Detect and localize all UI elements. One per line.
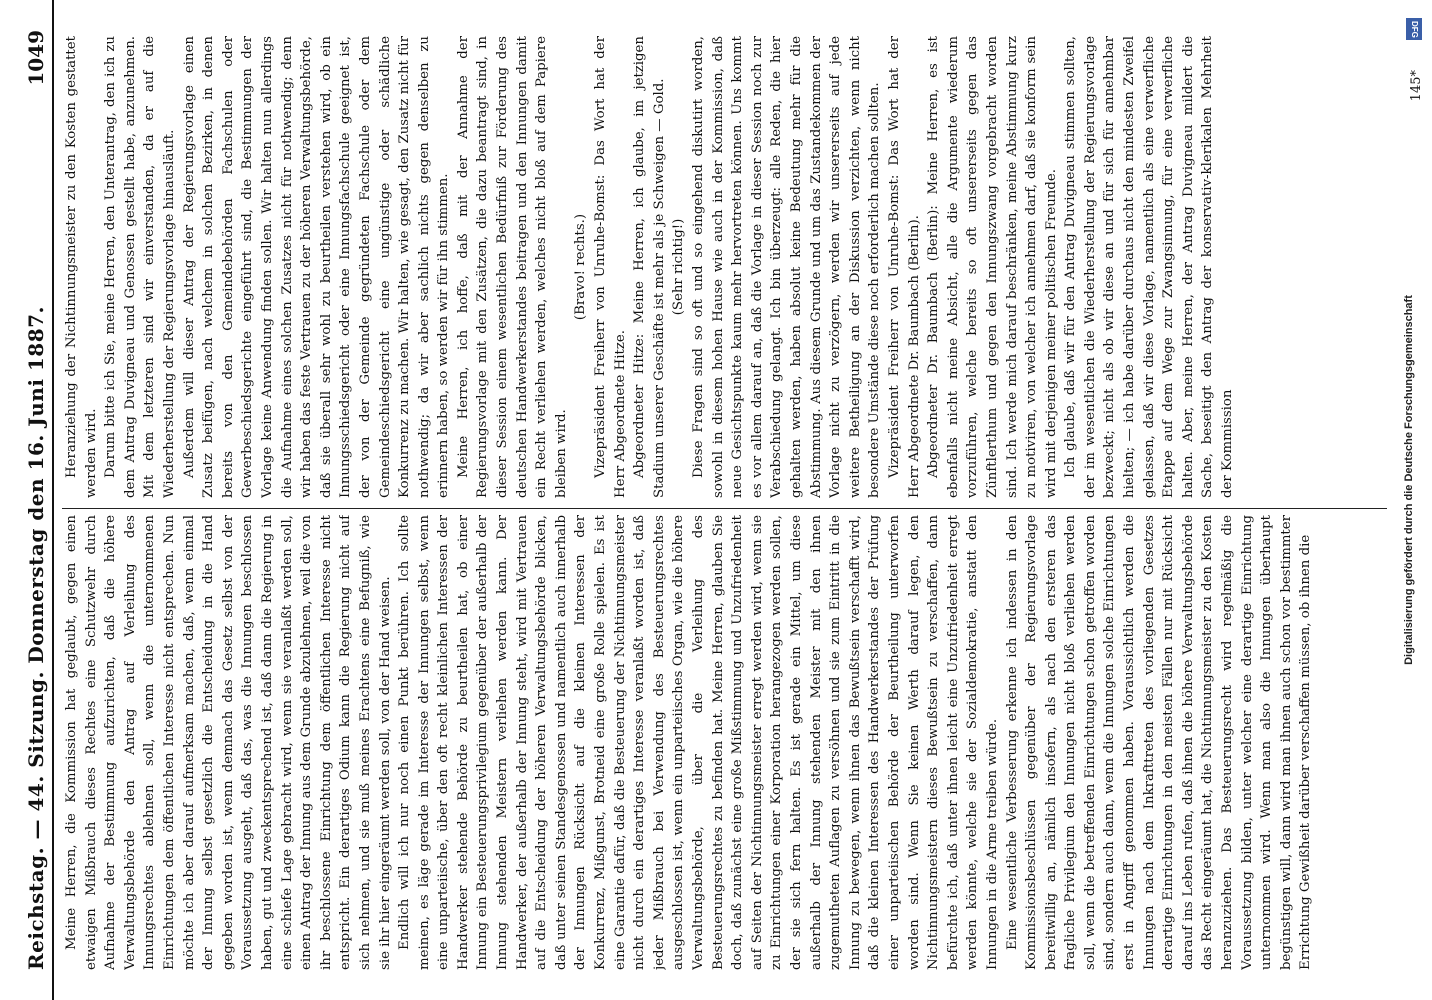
right-paragraph: Meine Herren, ich hoffe, daß mit der Annahme der Regierungsvorlage mit den Zusätzen, die dazu beantragt sind, in dieser Session einem wesentlichen Bedürfniß zur Förderung des deutschen Handwerkerstandes beitragen und den Innungen damit ein Recht verliehen werden, welches nicht bloß auf dem Papiere bleiben wird. [455, 36, 569, 498]
interjection: (Bravo! rechts.) [573, 213, 589, 321]
folio-mark: 145* [1409, 70, 1424, 102]
right-paragraph: Vizepräsident Freiherr von Unruhe-Bomst: Das Wort hat der Herr Abgeordnete Hitze. [593, 36, 628, 498]
right-paragraph: Darum bitte ich Sie, meine Herren, den Unterantrag, den ich zu dem Antrag Duvigneau und Genossen gestellt habe, anzunehmen. Mit dem letzteren sind wir einverstanden, da er auf die Wiederherstellung der Regierungsvorlage hinausläuft. [103, 36, 177, 498]
dfg-logo-icon: DFG [1406, 18, 1422, 40]
right-paragraph: Vizepräsident Freiherr von Unruhe-Bomst: Das Wort hat der Herr Abgeordnete Dr. Baumbach (Berlin). [886, 36, 922, 498]
dfg-credit: Digitalisierung gefördert durch die Deutsche Forschungsgemeinschaft [1403, 295, 1415, 665]
page-number: 1049 [24, 30, 48, 86]
left-paragraph: Endlich will ich nur noch einen Punkt berühren. Ich sollte meinen, es läge gerade im Interesse der Innungen selbst, wenn eine unparteiische, über den oft recht kleinlichen Interessen der Handwerker stehende Behörde zu beurtheilen hat, ob einer Innung ein Besteuerungsprivilegium gegenüber der außerhalb der Innung stehenden Meistern verliehen werden kann. Der Handwerker, der außerhalb der Innung steht, wird mit Vertrauen auf die Entscheidung der höheren Verwaltungsbehörde blicken, daß unter seinen Standesgenossen und namentlich auch innerhalb der Innungen Rücksicht auf die kleinen Interessen der Konkurrenz, Mißgunst, Brotneid eine große Rolle spielen. Es ist eine Garantie dafür, daß die Besteuerung der Nichtinnungsmeister nicht durch ein derartiges Interesse veranlaßt worden ist, daß jeder Mißbrauch bei Verwendung des Besteuerungsrechtes ausgeschlossen ist, wenn ein unparteiisches Organ, wie die höhere Verwaltungsbehörde, über die Verleihung des Besteuerungsrechtes zu befinden hat. Meine Herren, glauben Sie doch, daß zunächst eine große Mißstimmung und Unzufriedenheit auf Seiten der Nichtinnungsmeister erregt werden wird, wenn sie zu Einrichtungen einer Korporation herangezogen werden sollen, der sie sich fern halten. Es ist gerade ein Mittel, um diese außerhalb der Innung stehenden Meister mit den ihnen zugemutheten Auflagen zu versöhnen und sie zum Eintritt in die Innung zu bewegen, wenn ihnen das Bewußtsein verschafft wird, daß die kleinen Interessen des Handwerkerstandes der Prüfung einer unparteiischen Behörde der Beurtheilung unterworfen worden sind. Wenn Sie keinen Werth darauf legen, den Nichtinnungsmeistern dieses Bewußtsein zu verschaffen, dann befürchte ich, daß unter ihnen leicht eine Unzufriedenheit erregt werden könnte, welche sie der Sozialdemokratie, anstatt den Innungen in die Arme treiben würde. [397, 515, 1000, 970]
right-paragraph: Ich glaube, daß wir für den Antrag Duvigneau stimmen sollten, der im wesentlichen die Wiederherstellung der Regierungsvorlage bezweckt; nicht als ob wir diese an und für sich für annehmbar hielten; — ich habe darüber durchaus nicht den mindesten Zweifel gelassen, daß wir diese Vorlage, namentlich als eine verwerfliche Etappe auf dem Wege zur Zwangsinnung, für eine verwerfliche halten. Aber, meine Herren, der Antrag Duvigneau mildert die Sache, beseitigt den Antrag der konservativ-klerikalen Mehrheit der Kommission [1063, 36, 1236, 498]
right-paragraph: Außerdem will dieser Antrag der Regierungsvorlage einen Zusatz beifügen, nach welchem in solchen Bezirken, in denen bereits von den Gemeindebehörden Fachschulen oder Gewerbeschiedsgerichte eingeführt sind, die Bestimmungen der Vorlage keine Anwendung finden sollen. Wir halten nun allerdings die Aufnahme eines solchen Zusatzes nicht für nothwendig; denn wir haben das feste Vertrauen zu der höheren Verwaltungsbehörde, daß sie überall sehr wohl zu beurtheilen verstehen wird, ob ein Innungsschiedsgericht oder eine Innungsfachschule geeignet ist, der von der Gemeinde gegründeten Fachschule oder dem Gemeindeschiedsgericht eine ungünstige oder schädliche Konkurrenz zu machen. Wir halten, wie gesagt, den Zusatz nicht für nothwendig; da wir aber sachlich nichts gegen denselben zu erinnern haben, so werden wir für ihn stimmen. [181, 36, 452, 498]
running-title: Reichstag. — 44. Sitzung. Donnerstag den 16. Juni 1887. [24, 305, 48, 970]
left-column [62, 515, 1392, 970]
column-divider [62, 508, 1387, 509]
right-column [62, 36, 1392, 498]
dfg-sidebar [1394, 0, 1424, 1000]
left-paragraph: Eine wesentliche Verbesserung erkenne ich indessen in den Kommissionsbeschlüssen gegenüber der Regierungsvorlage bereitwillig an, nämlich insofern, als nach den ersteren das fragliche Privilegium den Innungen nicht bloß verliehen werden soll, wenn die betreffenden Einrichtungen schon getroffen worden sind, sondern auch dann, wenn die Innungen solche Einrichtungen erst in Angriff genommen haben. Voraussichtlich werden die Innungen nach dem Inkrafttreten des vorliegenden Gesetzes derartige Einrichtungen in den meisten Fällen nur mit Rücksicht darauf ins Leben rufen, daß ihnen die höhere Verwaltungsbehörde das Recht eingeräumt hat, die Nichtinnungsmeister zu den Kosten heranzuziehen. Das Besteuerungsrecht wird regelmäßig die Voraussetzung bilden, unter welcher eine derartige Einrichtung unternommen wird. Wenn man also die Innungen überhaupt begünstigen will, dann wird man ihnen auch schon vor bestimmter Errichtung Gewißheit darüber verschaffen müssen, ob ihnen die [1004, 515, 1314, 970]
interjection: (Sehr richtig!) [671, 218, 687, 316]
right-paragraph: Heranziehung der Nichtinnungsmeister zu den Kosten gestattet werden wird. [64, 36, 99, 498]
page-header [18, 0, 54, 1000]
right-paragraph: Abgeordneter Dr. Baumbach (Berlin): Meine Herren, es ist ebenfalls nicht meine Absicht, alle die Argumente wiederum vorzuführen, welche bereits so oft unsererseits gegen das Zünftlerthum und gegen den Innungszwang vorgebracht worden sind. Ich werde mich darauf beschränken, meine Abstimmung kurz zu motiviren, von welcher ich annehmen darf, daß sie konform sein wird mit derjenigen meiner politischen Freunde. [926, 36, 1059, 498]
right-paragraph: Abgeordneter Hitze: Meine Herren, ich glaube, im jetzigen Stadium unserer Geschäfte ist mehr als je Schweigen — Gold. [632, 36, 667, 498]
left-paragraph: Meine Herren, die Kommission hat geglaubt, gegen einen etwaigen Mißbrauch dieses Rechtes eine Schutzwehr durch Aufnahme der Bestimmung aufzurichten, daß die höhere Verwaltungsbehörde den Antrag auf Verleihung des Innungsrechtes ablehnen soll, wenn die unternommenen Einrichtungen dem öffentlichen Interesse nicht entsprechen. Nun möchte ich aber darauf aufmerksam machen, daß, wenn einmal der Innung selbst gesetzlich die Entscheidung in die Hand gegeben worden ist, wenn demnach das Gesetz selbst von der Voraussetzung ausgeht, daß das, was die Innungen beschlossen haben, gut und zweckentsprechend ist, daß dann die Regierung in eine schiefe Lage gebracht wird, wenn sie veranlaßt werden soll, einen Antrag der Innung aus dem Grunde abzulehnen, weil die von ihr beschlossene Einrichtung dem öffentlichen Interesse nicht entspricht. Ein derartiges Odium kann die Regierung nicht auf sich nehmen, und sie muß meines Erachtens eine Befugniß, wie sie ihr hier eingeräumt werden soll, von der Hand weisen. [64, 515, 393, 970]
right-paragraph: Diese Fragen sind so oft und so eingehend diskutirt worden, sowohl in diesem hohen Hause wie auch in der Kommission, daß neue Gesichtspunkte kaum mehr hervortreten können. Uns kommt es vor allem darauf an, daß die Vorlage in dieser Session noch zur Verabschiedung gelangt. Ich bin überzeugt: alle Reden, die hier gehalten werden, haben absolut keine Bedeutung mehr für die Abstimmung. Aus diesem Grunde und um das Zustandekommen der Vorlage nicht zu verzögern, werden wir unsererseits auf jede weitere Betheiligung an der Diskussion verzichten, wenn nicht besondere Umstände diese noch erforderlich machen sollten. [691, 36, 883, 498]
